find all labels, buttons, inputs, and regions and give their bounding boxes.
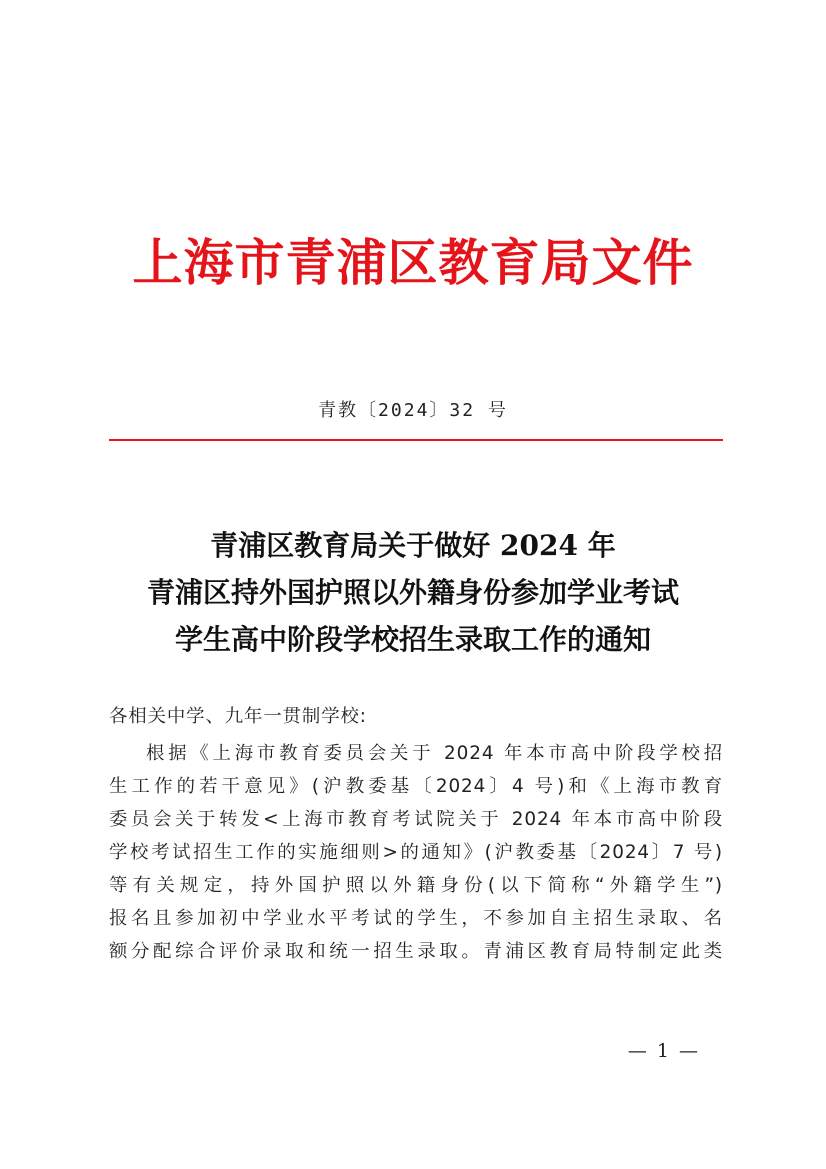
- paragraph-line: 生工作的若干意见》(沪教委基〔2024〕4 号)和《上海市教育: [109, 776, 723, 797]
- paragraph-line: 等有关规定，持外国护照以外籍身份(以下简称“外籍学生”): [109, 875, 723, 896]
- paragraph-line: 学校考试招生工作的实施细则>的通知》(沪教委基〔2024〕7 号): [109, 842, 723, 863]
- salutation: 各相关中学、九年一贯制学校:: [109, 706, 367, 727]
- paragraph-line: 额分配综合评价录取和统一招生录取。青浦区教育局特制定此类: [109, 941, 723, 962]
- document-title: [0, 522, 826, 663]
- document-body: [109, 700, 723, 968]
- page-number: — 1 —: [627, 1040, 700, 1062]
- title-line: 青浦区教育局关于做好 2024 年: [210, 529, 616, 562]
- paragraph-line: 报名且参加初中学业水平考试的学生，不参加自主招生录取、名: [109, 908, 723, 929]
- title-line: 学生高中阶段学校招生录取工作的通知: [174, 623, 651, 656]
- red-divider-line: [109, 439, 723, 441]
- title-line: 青浦区持外国护照以外籍身份参加学业考试: [146, 576, 679, 609]
- paragraph-line: 委员会关于转发<上海市教育考试院关于 2024 年本市高中阶段: [109, 809, 723, 830]
- document-number: 青教〔2024〕32 号: [318, 400, 508, 421]
- paragraph-line: 根据《上海市教育委员会关于 2024 年本市高中阶段学校招: [146, 743, 723, 764]
- issuer-header-title: 上海市青浦区教育局文件: [132, 233, 694, 292]
